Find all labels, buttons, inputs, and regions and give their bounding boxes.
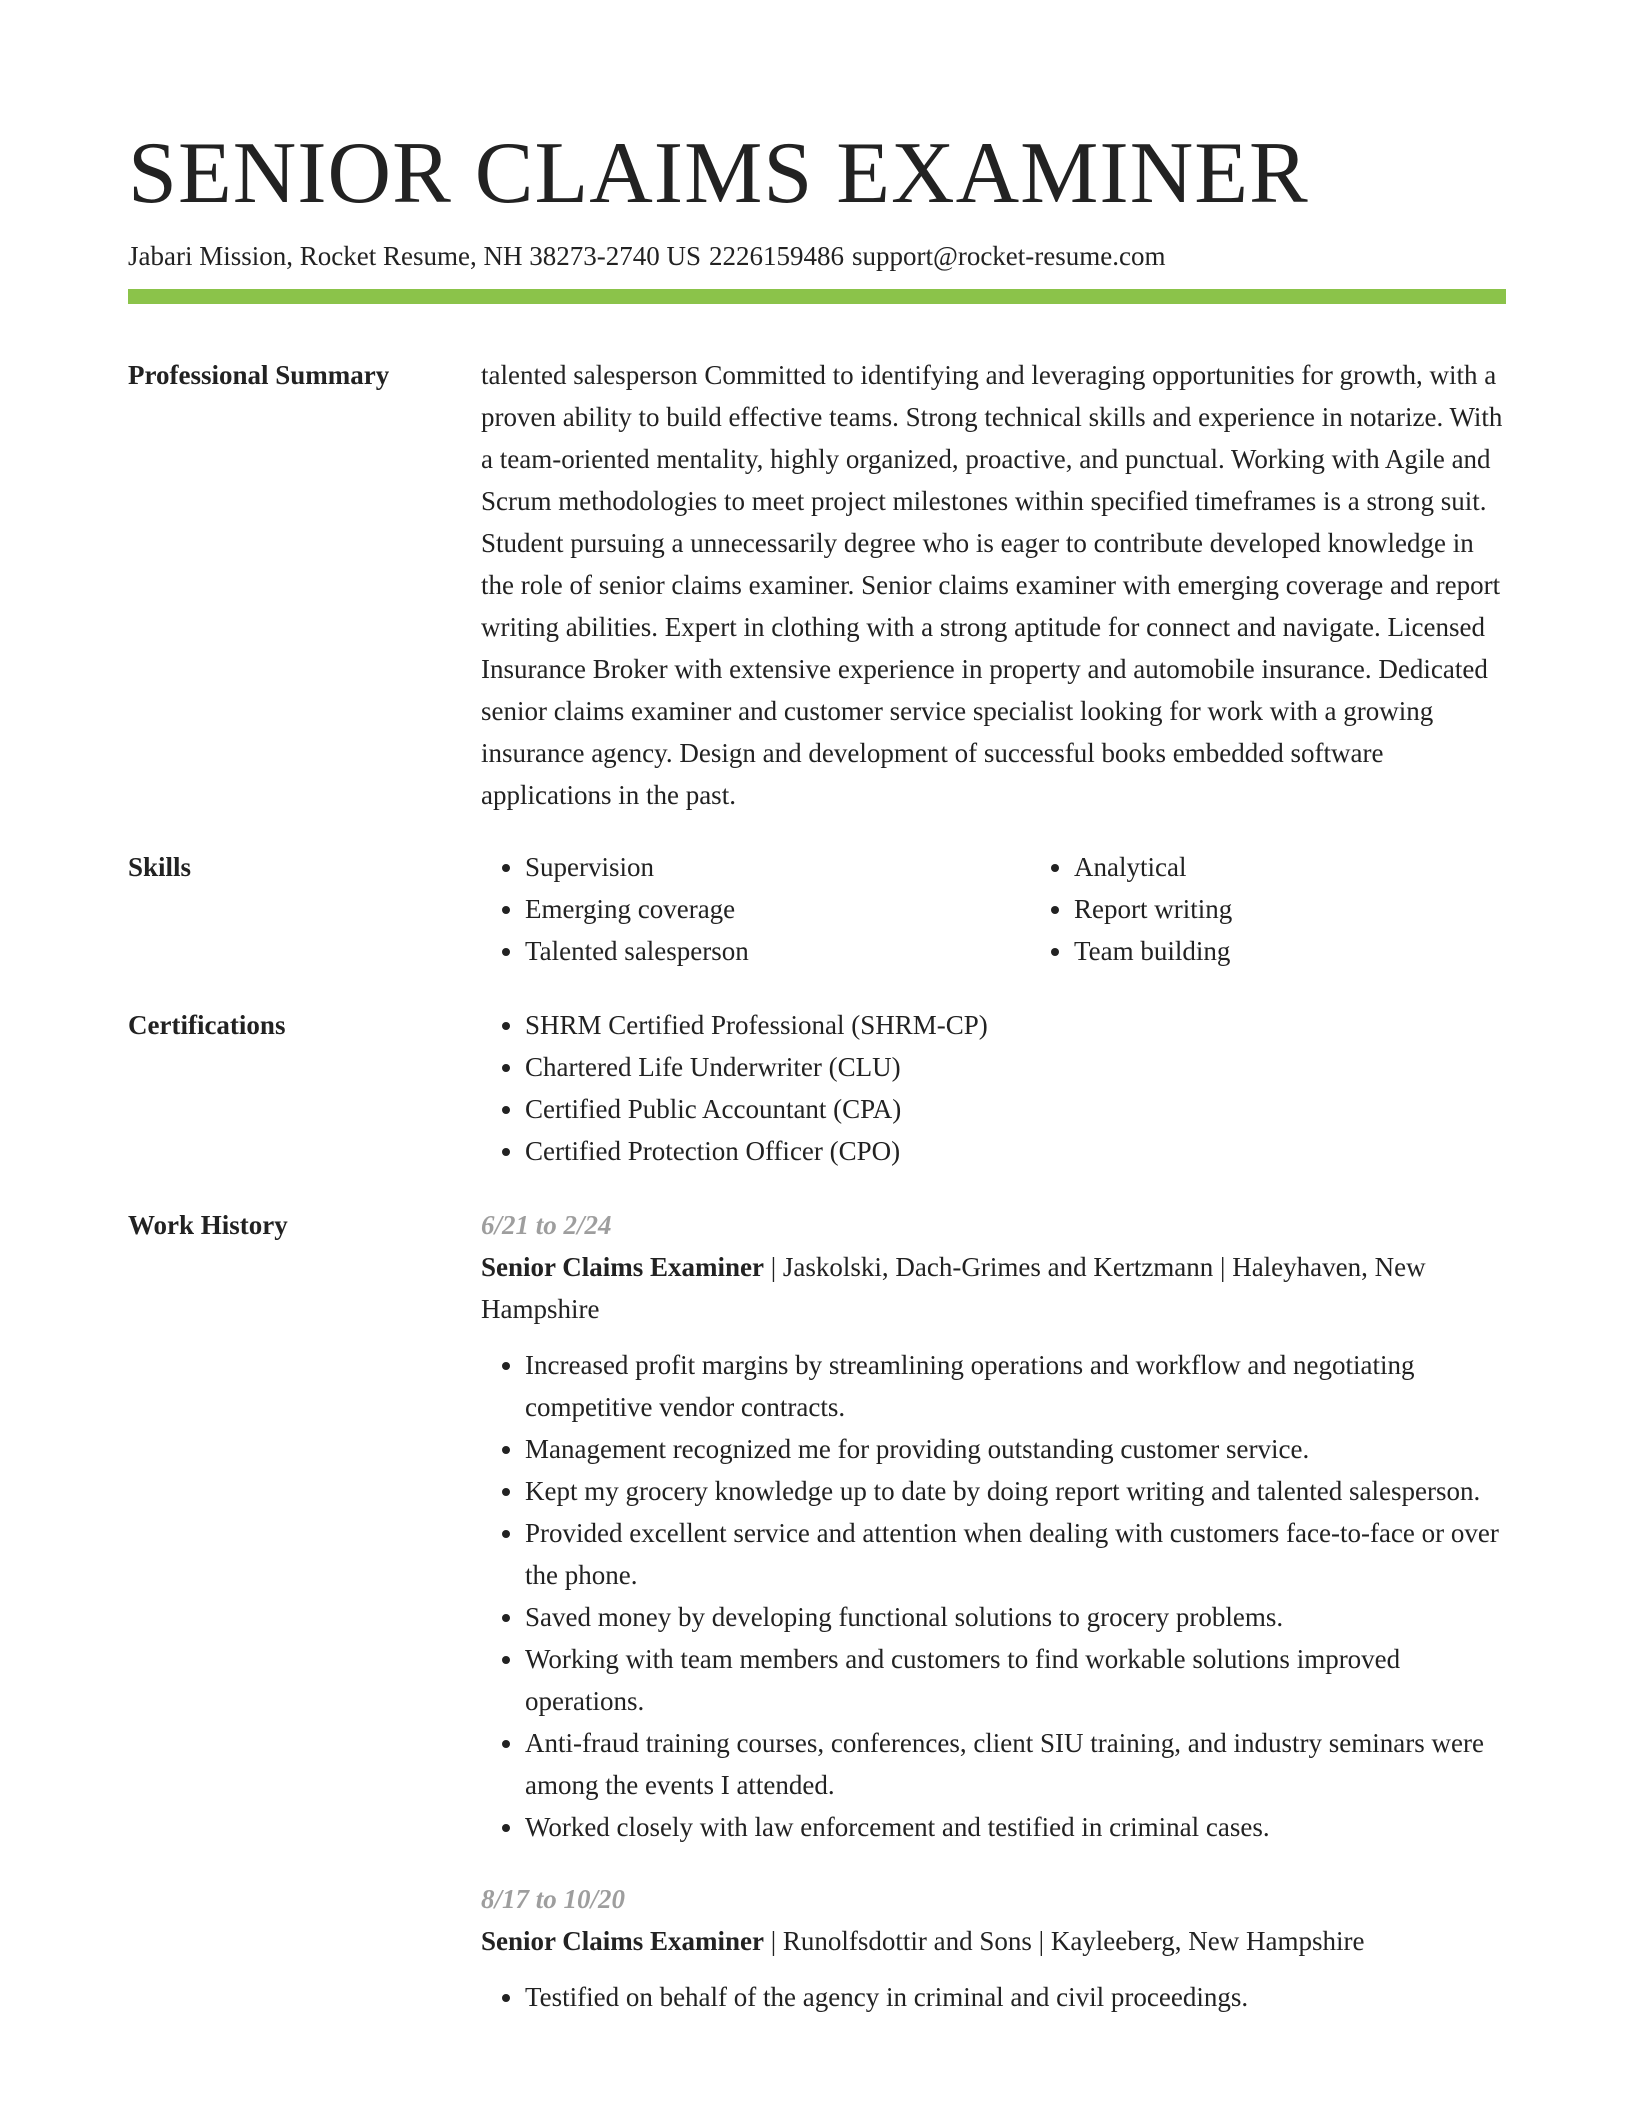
job-dates: 6/21 to 2/24: [481, 1210, 612, 1240]
contact-address: Jabari Mission, Rocket Resume, NH 38273-2740 US: [128, 241, 701, 271]
skill-item: • Report writing: [1074, 888, 1579, 930]
job-bullet: • Saved money by developing functional solutions to grocery problems.: [525, 1596, 1506, 1638]
job-dates: 8/17 to 10/20: [481, 1884, 626, 1914]
job-bullet: • Kept my grocery knowledge up to date by doing report writing and talented salesperson.: [525, 1470, 1506, 1512]
skills-list-left: [481, 846, 1030, 972]
job-bullet: • Working with team members and customers to find workable solutions improved operations.: [525, 1638, 1506, 1722]
resume-page: [128, 118, 1506, 2018]
job-bullets: [481, 1344, 1506, 1848]
work-history-label: Work History: [128, 1210, 288, 1240]
summary-text: talented salesperson Committed to identifying and leveraging opportunities for growth, with a proven ability to build effective teams. Strong technical skills and experience in notarize. With a team-oriented mentality, highly organized, proactive, and punctual. Working with Agile and Scrum methodologies to meet project milestones within specified timeframes is a strong suit. Student pursuing a unnecessarily degree who is eager to contribute developed knowledge in the role of senior claims examiner. Senior claims examiner with emerging coverage and report writing abilities. Expert in clothing with a strong aptitude for connect and navigate. Licensed Insurance Broker with extensive experience in property and automobile insurance. Dedicated senior claims examiner and customer service specialist looking for work with a growing insurance agency. Design and development of successful books embedded software applications in the past.: [481, 360, 1503, 810]
job-entry: [481, 1878, 1506, 2018]
job-title: Senior Claims Examiner: [481, 1926, 764, 1956]
job-title: Senior Claims Examiner: [481, 1252, 764, 1282]
job-details: | Jaskolski, Dach-Grimes and Kertzmann | Haleyhaven, New Hampshire: [481, 1252, 1426, 1324]
skill-item: • Analytical: [1074, 846, 1579, 888]
skills-section: [128, 846, 1506, 972]
job-bullets: [481, 1976, 1506, 2018]
job-bullet: • Worked closely with law enforcement and testified in criminal cases.: [525, 1806, 1506, 1848]
skills-label: Skills: [128, 852, 192, 882]
skill-item: • Talented salesperson: [525, 930, 1030, 972]
skills-grid: [481, 846, 1579, 972]
job-heading: [481, 1920, 1506, 1962]
job-bullet: • Provided excellent service and attention when dealing with customers face-to-face or over the phone.: [525, 1512, 1506, 1596]
certification-item: • Certified Protection Officer (CPO): [525, 1130, 1506, 1172]
certification-item: • Chartered Life Underwriter (CLU): [525, 1046, 1506, 1088]
resume-title: SENIOR CLAIMS EXAMINER: [128, 125, 1309, 222]
contact-line: [128, 236, 1506, 276]
skill-item: • Supervision: [525, 846, 1030, 888]
skill-item: • Emerging coverage: [525, 888, 1030, 930]
job-bullet: • Increased profit margins by streamlining operations and workflow and negotiating competitive vendor contracts.: [525, 1344, 1506, 1428]
work-history-content: [481, 1204, 1506, 2018]
contact-email: support@rocket-resume.com: [851, 241, 1166, 271]
summary-label: Professional Summary: [128, 360, 390, 390]
skill-item: • Team building: [1074, 930, 1579, 972]
certifications-content: [481, 1004, 1506, 1172]
job-details: | Runolfsdottir and Sons | Kayleeberg, New Hampshire: [764, 1926, 1365, 1956]
certifications-label: Certifications: [128, 1010, 286, 1040]
contact-phone: 2226159486: [708, 241, 844, 271]
work-history-section: [128, 1204, 1506, 2018]
certification-item: • Certified Public Accountant (CPA): [525, 1088, 1506, 1130]
job-entry: [481, 1204, 1506, 1848]
certifications-section: [128, 1004, 1506, 1172]
certifications-list: [481, 1004, 1506, 1172]
skills-list-right: [1030, 846, 1579, 972]
summary-section: [128, 354, 1506, 816]
certification-item: • SHRM Certified Professional (SHRM-CP): [525, 1004, 1506, 1046]
job-bullet: • Testified on behalf of the agency in criminal and civil proceedings.: [525, 1976, 1506, 2018]
header-divider: [128, 289, 1506, 304]
job-bullet: • Anti-fraud training courses, conferences, client SIU training, and industry seminars were among the events I attended.: [525, 1722, 1506, 1806]
job-bullet: • Management recognized me for providing outstanding customer service.: [525, 1428, 1506, 1470]
job-heading: [481, 1246, 1506, 1330]
